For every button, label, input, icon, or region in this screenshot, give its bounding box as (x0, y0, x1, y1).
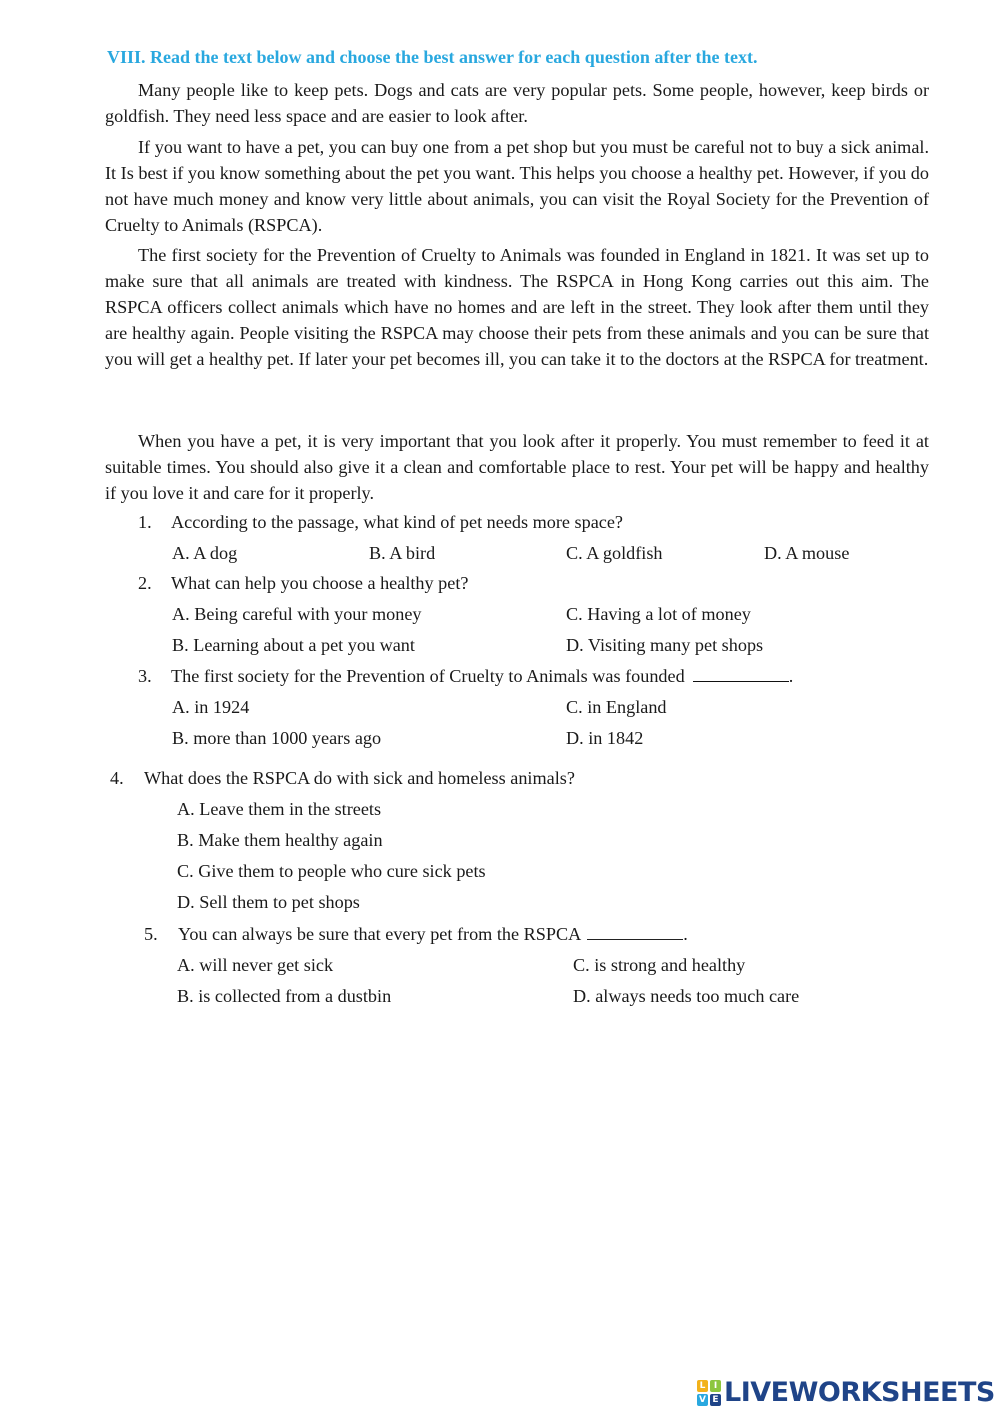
q1-option-a[interactable]: A. A dog (172, 543, 238, 563)
passage-paragraph-1: Many people like to keep pets. Dogs and cats are very popular pets. Some people, however, keep birds or goldfish. They need less space and are easier to look after. (105, 80, 929, 126)
q1-option-d[interactable]: D. A mouse (764, 543, 850, 563)
q5-option-c[interactable]: C. is strong and healthy (573, 955, 746, 975)
question-1 (138, 512, 623, 533)
question-3 (138, 665, 793, 687)
q1-option-b[interactable]: B. A bird (369, 543, 436, 563)
question-text: According to the passage, what kind of pet needs more space? (171, 512, 624, 532)
question-end: . (788, 666, 794, 686)
q4-option-a[interactable]: A. Leave them in the streets (177, 799, 382, 819)
answer-blank[interactable] (693, 665, 789, 682)
logo-text: LIVEWORKSHEETS (724, 1377, 995, 1408)
question-text: You can always be sure that every pet from the RSPCA (178, 924, 582, 944)
answer-blank[interactable] (587, 923, 683, 940)
q3-option-b[interactable]: B. more than 1000 years ago (172, 728, 382, 748)
worksheet-heading: VIII. Read the text below and choose the best answer for each question after the text. (107, 47, 758, 67)
q2-option-b[interactable]: B. Learning about a pet you want (172, 635, 415, 655)
q4-option-c[interactable]: C. Give them to people who cure sick pets (177, 861, 486, 881)
question-end: . (683, 924, 688, 944)
logo-tile-l: L (697, 1380, 708, 1392)
q4-option-b[interactable]: B. Make them healthy again (177, 830, 383, 850)
q2-option-c[interactable]: C. Having a lot of money (566, 604, 751, 624)
q4-option-d[interactable]: D. Sell them to pet shops (177, 892, 360, 912)
q2-option-d[interactable]: D. Visiting many pet shops (566, 635, 764, 655)
q3-option-c[interactable]: C. in England (566, 697, 667, 717)
q5-option-b[interactable]: B. is collected from a dustbin (177, 986, 392, 1006)
question-text: What does the RSPCA do with sick and homeless animals? (144, 768, 575, 788)
question-number: 1. (138, 512, 152, 532)
passage-paragraph-4: When you have a pet, it is very important that you look after it properly. You must remember to feed it at suitable times. You should also give it a clean and comfortable place to rest. Your pet will be happy and healthy if you love it and care for it properly. (105, 431, 929, 503)
question-number: 3. (138, 666, 152, 686)
q3-option-d[interactable]: D. in 1842 (566, 728, 644, 748)
question-number: 2. (138, 573, 152, 593)
q5-option-a[interactable]: A. will never get sick (177, 955, 334, 975)
q2-option-a[interactable]: A. Being careful with your money (172, 604, 422, 624)
question-number: 4. (110, 768, 124, 788)
question-2 (138, 573, 468, 594)
logo-grid-icon (697, 1380, 721, 1406)
question-text: What can help you choose a healthy pet? (171, 573, 469, 593)
question-4 (110, 768, 575, 789)
question-text: The first society for the Prevention of Cruelty to Animals was founded (171, 666, 685, 686)
passage-paragraph-3: The first society for the Prevention of Cruelty to Animals was founded in England in 1821. It was set up to make sure that all animals are treated with kindness. The RSPCA in Hong Kong carries out this aim. The RSPCA officers collect animals which have no homes and are left in the street. They look after them until they are healthy again. People visiting the RSPCA may choose their pets from these animals and you can be sure that you will get a healthy pet. If later your pet becomes ill, you can take it to the doctors at the RSPCA for treatment. (105, 245, 929, 369)
q3-option-a[interactable]: A. in 1924 (172, 697, 250, 717)
question-5 (144, 923, 688, 945)
q5-option-d[interactable]: D. always needs too much care (573, 986, 800, 1006)
passage-paragraph-2: If you want to have a pet, you can buy one from a pet shop but you must be careful not to buy a sick animal. It Is best if you know something about the pet you want. This helps you choose a healthy pet. However, if you do not have much money and know very little about animals, you can visit the Royal Society for the Prevention of Cruelty to Animals (RSPCA). (105, 137, 929, 235)
logo-tile-v: V (697, 1394, 708, 1406)
question-number: 5. (144, 924, 158, 944)
liveworksheets-logo[interactable] (697, 1375, 997, 1411)
logo-tile-i: I (710, 1380, 721, 1392)
logo-tile-e: E (710, 1394, 721, 1406)
q1-option-c[interactable]: C. A goldfish (566, 543, 663, 563)
